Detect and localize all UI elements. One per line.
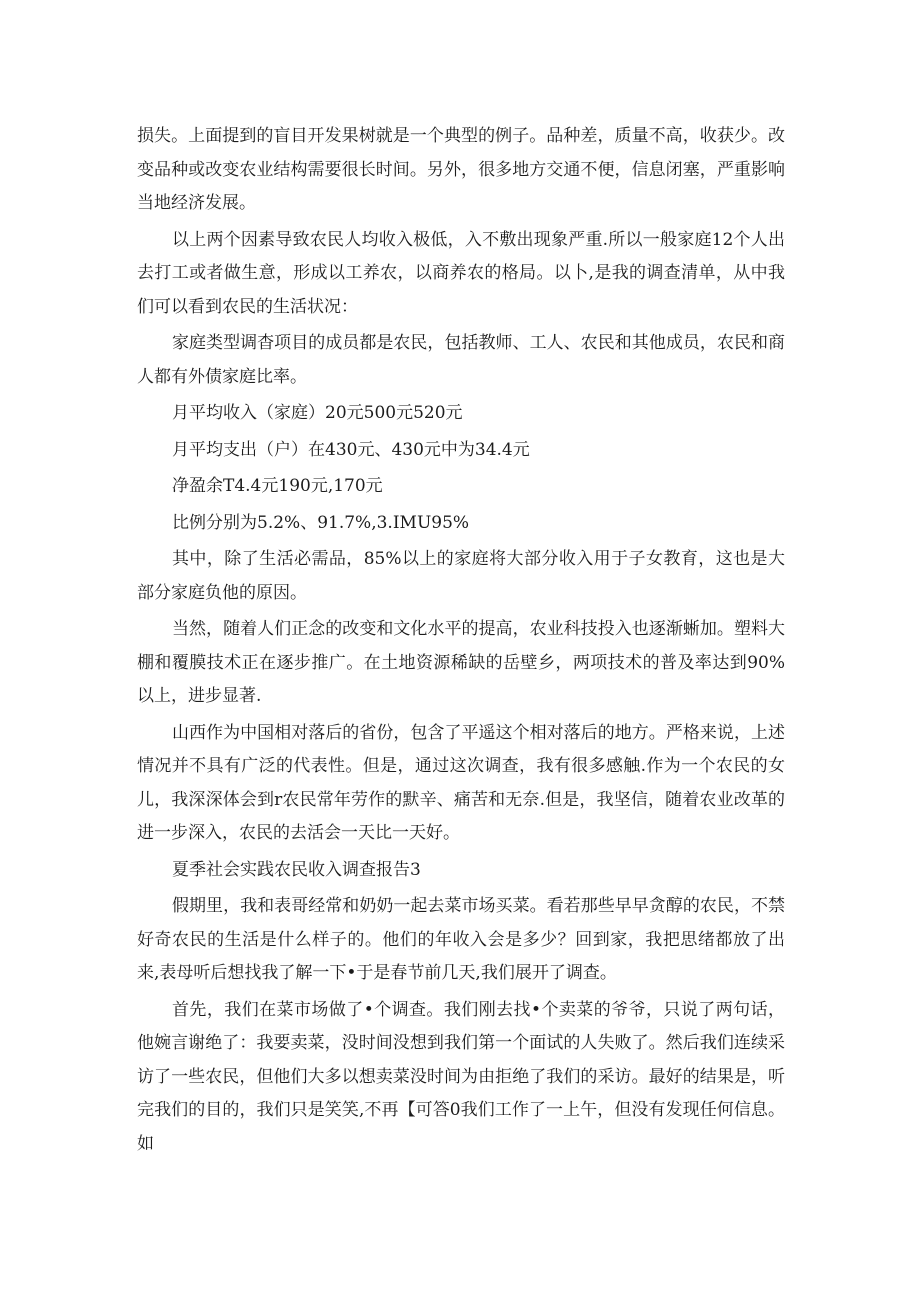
paragraph-4: 月平均收入（家庭）20元500元520元 [172,403,463,423]
paragraph-8: 其中，除了生活必需品，85%以上的家庭将大部分收入用于子女教育，这也是大部分家庭负他的原因。 [137,549,785,603]
document-body [137,120,785,1164]
paragraph-7: 比例分别为5.2%、91.7%,3.IMU95% [172,512,470,533]
section-heading: 夏季社会实践农民收入调查报告3 [172,859,421,880]
paragraph-13: 首先，我们在菜市场做了•个调查。我们刚去找•个卖菜的爷爷，只说了两句话，他婉言谢绝了：我要卖菜，没时间没想到我们第一个面试的人失败了。然后我们连续采访了一些农民，但他们大多以想卖菜没时间为由拒绝了我们的采访。最好的结果是，听完我们的目的，我们只是笑笑,不再【可答0我们工作了一上午，但没有发现任何信息。如 [137,999,785,1154]
paragraph-10: 山西作为中国相对落后的省份，包含了平遥这个相对落后的地方。严格来说，上述情况并不具有广泛的代表性。但是，通过这次调查，我有很多感触.作为一个农民的女儿，我深深体会到r农民常年劳作的默辛、痛苦和无奈.但是，我坚信，随着农业改革的进一步深入，农民的去活会一天比一天好。 [137,722,785,843]
paragraph-12: 假期里，我和表哥经常和奶奶一起去菜市场买菜。看若那些早早贪醇的农民，不禁好奇农民的生活是什么样子的。他们的年收入会是多少？回到家，我把思绪都放了出来,表母听后想找我了解一下•于是春节前几天,我们展开了调查。 [137,896,785,983]
paragraph-3: 家庭类型调杳项目的成员都是农民，包括教师、工人、农民和其他成员，农民和商人都有外债家庭比率。 [137,333,785,387]
paragraph-2: 以上两个因素导致农民人均收入极低，入不敷出现象严重.所以一般家庭12个人出去打工或者做生意，形成以工养农，以商养农的格局。以卜,是我的调查清单，从中我们可以看到农民的生活状况： [137,229,785,317]
paragraph-6: 净盈余T4.4元190元,170元 [172,476,383,496]
paragraph-5: 月平均支出（户）在430元、430元中为34.4元 [172,439,530,460]
paragraph-1: 损失。上面提到的盲目开发果树就是一个典型的例子。品种差，质量不高，收获少。改变品种或改变农业结构需要很长时间。另外，很多地方交通不便，信息闭塞，严重影响当地经济发展。 [137,126,785,213]
paragraph-9: 当然，随着人们正念的改变和文化水平的提高，农业科技投入也逐渐蜥加。塑料大棚和覆膜技术正在逐步推广。在土地资源稀缺的岳壁乡，两项技术的普及率达到90%以上，进步显著. [137,619,785,706]
